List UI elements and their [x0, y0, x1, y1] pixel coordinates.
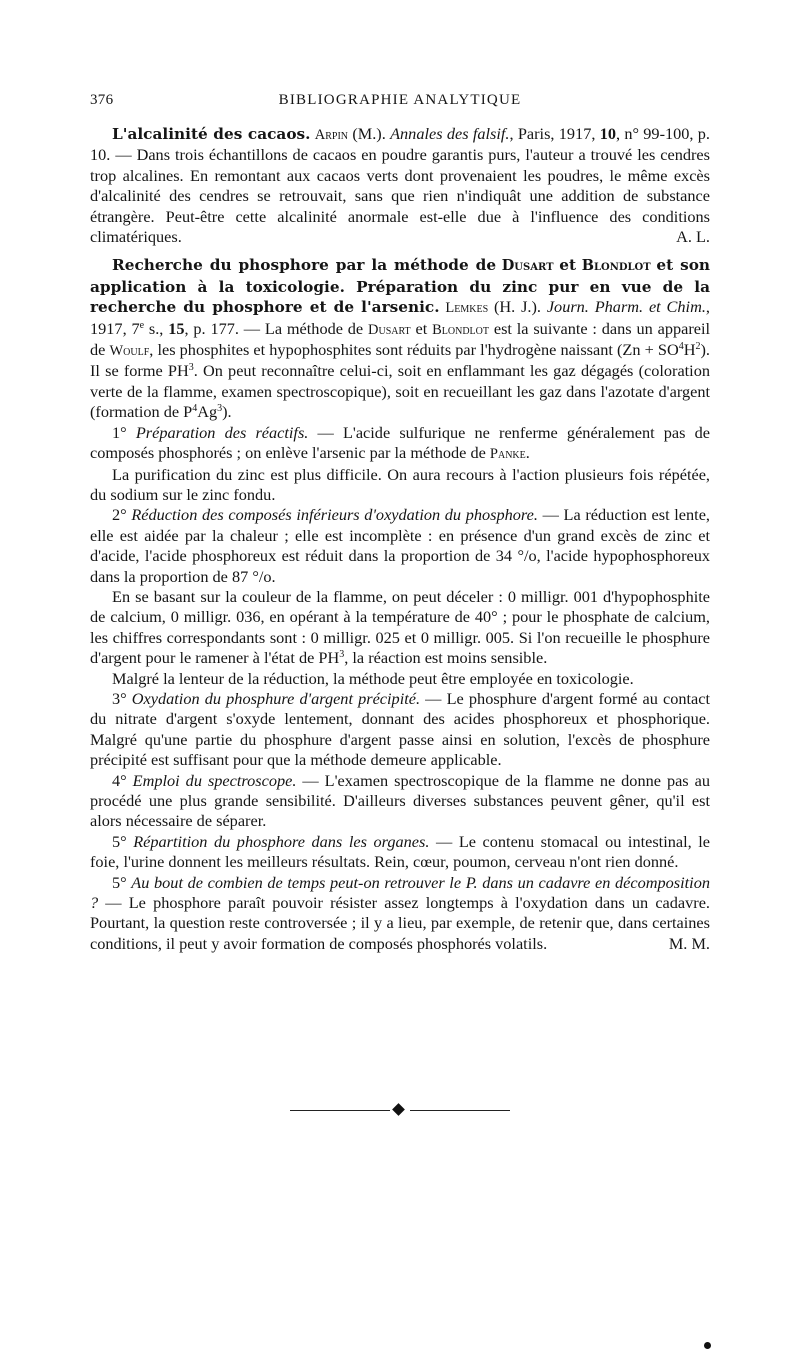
section-title: Au bout de combien de temps peut-on retrouver le P. dans un cadavre en décomposition ? [90, 872, 710, 913]
article-title: L'alcalinité des cacaos. [112, 125, 311, 143]
text: . [525, 443, 530, 463]
journal-name: Journ. Pharm. et Chim. [546, 297, 706, 317]
superscript: 3 [339, 649, 345, 661]
section-title: Réduction des composés inférieurs d'oxydation du phosphore. [131, 505, 538, 525]
separator-line-right [410, 1110, 510, 1111]
text: . On peut reconnaître celui-ci, soit en enflammant les gaz dégagés (coloration verte de la flamme, examen spectroscopique), soit en recueillant les gaz dans l'azotate d'argent (formation de P [90, 361, 710, 422]
section-text: — L'examen spectroscopique de la flamme ne donne pas au procédé une plus grande sensibilité. D'ailleurs diverses substances peuvent gêner, qu'il est alors nécessaire de séparer. [90, 770, 710, 831]
section-3 [90, 689, 710, 771]
section-text: — La réduction est lente, elle est aidée par la chaleur ; elle est incomplète : en présence d'un grand excès de zinc et d'acide, l'acide phosphoreux est réduit dans la proportion de 34 °/o, l'acide hypophosphoreux dans la proportion de 87 °/o. [90, 505, 710, 586]
section-title: Oxydation du phosphure d'argent précipité. [131, 688, 421, 708]
author-initial: (M.). [352, 124, 386, 143]
superscript: 3 [217, 403, 223, 415]
section-number: 4° [112, 770, 127, 790]
section-text: — Le contenu stomacal ou intestinal, le foie, l'urine donnent les meilleurs résultats. Rein, cœur, poumon, cerveau n'ont rien donné. [90, 831, 710, 872]
article-cacaos [90, 124, 710, 247]
citation-text: , p. 177. — La méthode de [184, 318, 364, 338]
text: ). Il se forme PH [90, 340, 710, 381]
section-6 [90, 873, 710, 955]
section-2 [90, 505, 710, 587]
citation-text: , Paris, 1917, [509, 124, 596, 143]
page-body [90, 124, 710, 954]
section-number: 5° [112, 872, 127, 892]
name-blondlot: Blondlot [432, 321, 489, 338]
text: est la suivante : dans un appareil de [90, 318, 711, 360]
superscript: e [139, 319, 145, 331]
section-separator [290, 1103, 510, 1119]
text: et [415, 318, 428, 338]
section-4 [90, 771, 710, 832]
title-name-blondlot: Blondlot [581, 257, 651, 275]
section-number: 3° [112, 688, 127, 708]
section-title: Répartition du phosphore dans les organes. [133, 831, 430, 851]
section-number: 1° [112, 422, 127, 442]
author-signature: M. M. [668, 933, 710, 953]
journal-name: Annales des falsif. [390, 124, 510, 143]
text: ). [222, 402, 232, 422]
article-author: Lemkes [445, 300, 489, 317]
text: , les phosphites et hypophosphites sont réduits par l'hydrogène naissant (Zn + SO [149, 340, 679, 360]
paragraph [90, 587, 710, 669]
paragraph: Malgré la lenteur de la réduction, la méthode peut être employée en toxicologie. [112, 668, 634, 688]
author-signature: A. L. [676, 227, 710, 247]
superscript: 2 [695, 341, 701, 353]
citation-volume: 15 [168, 318, 185, 338]
article-phosphore [90, 255, 710, 422]
text: En se basant sur la couleur de la flamme, on peut déceler : 0 milligr. 001 d'hypophosphite de calcium, 0 milligr. 036, en opérant à la température de 40° ; pour le phosphate de calcium, les chiffres correspondants sont : 0 milligr. 025 et 0 milligr. 005. Si l'on recueille le phosphure d'argent pour le ramener à l'état de PH [90, 586, 710, 668]
section-text: — Le phosphore paraît pouvoir résister assez longtemps à l'oxydation dans un cadavre. Pourtant, la question reste controversée ; il y a lieu, par exemple, de retenir que, dans certaines conditions, il peut y avoir formation de composés phosphorés volatils. [90, 893, 710, 953]
abstract-text: , n° 99-100, p. 10. — Dans trois échantillons de cacaos en poudre garantis purs, l'auteur a trouvé les cendres trop alcalines. En remontant aux cacaos verts dont provenaient les poudres, le même excès d'alcalinité des cendres se retrouvait, sans que rien n'indiquât une addition de substance étrangère. Peut-être cette alcalinité anormale est-elle due à l'influence des conditions climatériques. [90, 124, 710, 247]
text: Ag [197, 402, 218, 422]
title-name-dusart: Dusart [501, 257, 554, 275]
section-title: Emploi du spectroscope. [132, 770, 297, 790]
ink-dot-mark [704, 1342, 711, 1349]
section-text: — Le phosphure d'argent formé au contact du nitrate d'argent s'oxyde lentement, donnant des acides phosphoreux et phosphorique. Malgré qu'une partie du phosphure d'argent passe ainsi en solution, l'excès de phosphure précipité est suffisant pour que la méthode demeure applicable. [90, 688, 710, 770]
page-number: 376 [90, 92, 114, 108]
title-conjunction: et [559, 256, 577, 275]
running-header [90, 92, 710, 112]
text: , la réaction est moins sensible. [344, 648, 548, 668]
separator-line-left [290, 1110, 390, 1111]
section-1 [90, 423, 710, 465]
article-title-part: et son application à la toxicologie. Préparation du zinc pur en vue de la recherche du phosphore et de l'arsenic. [90, 256, 711, 317]
superscript: 3 [188, 362, 194, 374]
author-initial: (H. J.). [493, 297, 541, 317]
text: H [683, 340, 696, 360]
citation-volume: 10 [599, 124, 616, 143]
section-text: — L'acide sulfurique ne renferme généralement pas de composés phosphorés ; on enlève l'arsenic par la méthode de [90, 422, 711, 463]
superscript: 4 [678, 341, 684, 353]
section-title: Préparation des réactifs. [135, 422, 309, 442]
section-number: 5° [112, 831, 127, 851]
citation-text: s., [144, 318, 164, 338]
section-number: 2° [112, 505, 127, 525]
running-title: BIBLIOGRAPHIE ANALYTIQUE [278, 92, 522, 108]
article-author: Arpin [314, 127, 349, 143]
paragraph: La purification du zinc est plus difficile. On aura recours à l'action plusieurs fois répétée, du sodium sur le zinc fondu. [90, 464, 710, 504]
article-title-part: Recherche du phosphore par la méthode de [112, 256, 497, 275]
name-dusart: Dusart [368, 321, 411, 338]
section-5 [90, 832, 710, 873]
superscript: 4 [192, 403, 198, 415]
citation-text: , 1917, 7 [90, 297, 710, 338]
name-panke: Panke [489, 446, 526, 463]
name-woulf: Woulf [109, 343, 150, 360]
diamond-ornament-icon [392, 1103, 405, 1116]
